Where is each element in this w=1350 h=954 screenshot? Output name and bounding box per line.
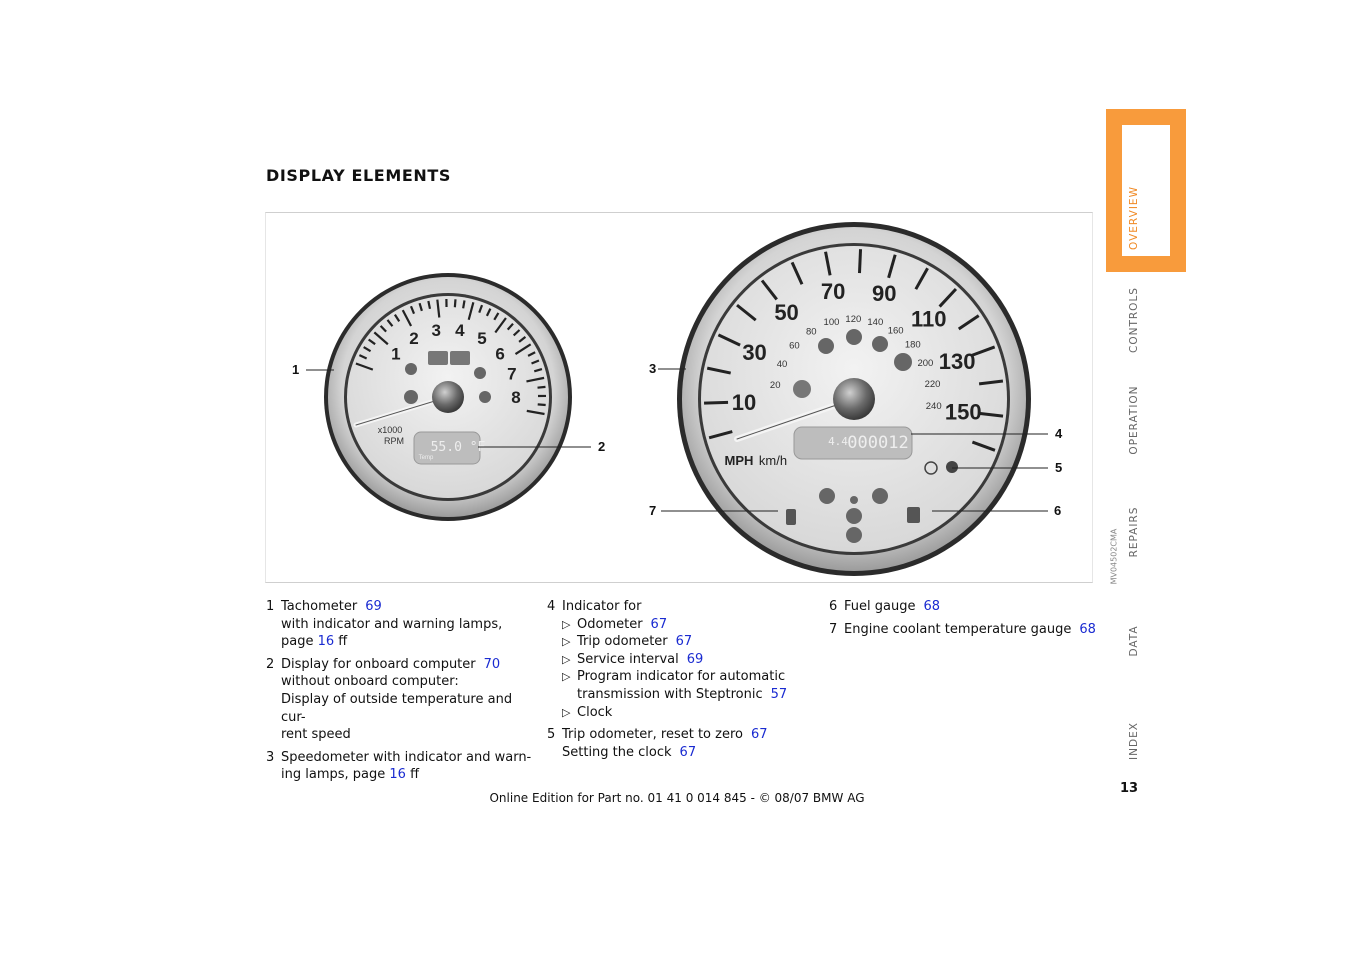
kmh-number: 160 — [887, 325, 904, 337]
sub-item-service-interval — [562, 651, 817, 669]
page-link[interactable]: 69 — [686, 651, 704, 667]
legend-text: Setting the clock — [562, 744, 672, 760]
tach-tick — [538, 387, 546, 388]
legend-item-3 — [266, 749, 536, 784]
kmh-number: 20 — [769, 380, 781, 392]
legend-text: ff — [410, 767, 420, 783]
odometer-readout: 000012 — [847, 433, 909, 453]
mph-number: 30 — [742, 339, 767, 365]
mph-number: 90 — [871, 281, 897, 307]
instrument-figure — [265, 212, 1093, 583]
page-link[interactable]: 68 — [1079, 621, 1096, 637]
tach-number: 5 — [477, 329, 487, 349]
legend-text: Trip odometer, reset to zero — [562, 727, 743, 743]
legend-number: 2 — [266, 656, 275, 672]
mph-number: 70 — [820, 278, 846, 304]
kmh-number: 80 — [805, 326, 817, 338]
tab-overview-highlight[interactable] — [1106, 109, 1186, 272]
tab-overview[interactable]: OVERVIEW — [1128, 186, 1140, 250]
kmh-unit: km/h — [758, 453, 788, 468]
temperature-readout: 55.0 °F — [430, 440, 486, 455]
legend-number: 5 — [547, 727, 556, 743]
page-link[interactable]: 67 — [750, 727, 768, 743]
tab-controls[interactable]: CONTROLS — [1128, 287, 1140, 353]
kmh-number: 220 — [924, 378, 941, 390]
page-link[interactable]: 70 — [483, 656, 501, 672]
speedometer — [677, 222, 1031, 576]
legend-text: Display for onboard computer — [281, 656, 476, 672]
triangle-bullet-icon: ▷ — [562, 652, 571, 666]
legend-text: page — [281, 634, 314, 650]
kmh-number: 40 — [776, 359, 788, 371]
odometer-small: 4.4 — [828, 435, 848, 448]
page-link[interactable]: 16 — [389, 767, 406, 783]
mph-number: 10 — [731, 389, 757, 415]
tab-repairs[interactable]: REPAIRS — [1128, 506, 1140, 558]
image-code: MV04502CMA — [1109, 528, 1119, 585]
tach-tick — [455, 299, 456, 307]
triangle-bullet-icon: ▷ — [562, 635, 571, 649]
kmh-number: 120 — [845, 314, 862, 326]
kmh-number: 180 — [904, 339, 921, 351]
legend-text: with indicator and warning lamps, — [281, 616, 503, 632]
legend-item-6 — [829, 598, 1099, 616]
page-link[interactable]: 57 — [770, 686, 788, 702]
kmh-number: 200 — [917, 357, 934, 369]
legend-number: 3 — [266, 749, 275, 765]
section-title: DISPLAY ELEMENTS — [266, 166, 452, 185]
footer-text: Online Edition for Part no. 01 41 0 014 845 - © 08/07 BMW AG — [489, 791, 865, 805]
legend-number: 6 — [829, 599, 838, 614]
tachometer — [324, 273, 572, 521]
legend-text: Odometer — [577, 616, 643, 632]
tach-number: 3 — [431, 321, 441, 341]
callout-7: 7 — [649, 503, 657, 518]
kmh-number: 100 — [823, 317, 840, 329]
triangle-bullet-icon: ▷ — [562, 617, 571, 631]
tab-index[interactable]: INDEX — [1128, 722, 1140, 760]
legend-column-2 — [547, 598, 817, 766]
callout-6: 6 — [1054, 503, 1062, 518]
rpm-unit-label: RPM — [384, 436, 404, 446]
page-link[interactable]: 69 — [365, 599, 382, 614]
callout-1: 1 — [292, 362, 300, 377]
legend-text: Tachometer — [281, 599, 358, 614]
speed-tick — [859, 249, 860, 273]
legend-text: transmission with Steptronic — [577, 686, 763, 702]
mph-number: 50 — [774, 300, 799, 326]
callout-4: 4 — [1055, 426, 1063, 441]
tach-number: 8 — [511, 388, 521, 407]
legend-text: Display of outside temperature and cur- — [281, 691, 513, 725]
legend-text: Speedometer with indicator and warn- — [281, 749, 532, 765]
legend-text: ff — [338, 634, 348, 650]
legend-text: rent speed — [281, 727, 351, 743]
mph-number: 130 — [938, 348, 976, 374]
page-link[interactable]: 67 — [679, 744, 697, 760]
legend-text: Indicator for — [562, 599, 642, 614]
legend-column-1 — [266, 598, 536, 789]
legend-number: 7 — [829, 621, 838, 637]
page-link[interactable]: 68 — [923, 599, 941, 614]
callout-5: 5 — [1055, 460, 1063, 475]
gauges-illustration — [266, 213, 1092, 582]
callout-2: 2 — [598, 439, 606, 454]
tach-number: 2 — [409, 329, 419, 349]
page-link[interactable]: 16 — [317, 634, 335, 650]
sub-item-program-indicator — [562, 668, 817, 703]
legend-text: without onboard computer: — [281, 674, 459, 690]
mph-number: 150 — [944, 399, 982, 425]
kmh-number: 140 — [867, 316, 884, 328]
rpm-unit-multiplier: x1000 — [377, 425, 403, 435]
legend-item-1 — [266, 598, 536, 651]
tach-number: 1 — [391, 344, 401, 364]
legend-text: Trip odometer — [577, 634, 668, 650]
tach-tick — [538, 404, 546, 405]
triangle-bullet-icon: ▷ — [562, 670, 571, 684]
triangle-bullet-icon: ▷ — [562, 705, 571, 719]
mph-unit: MPH — [724, 453, 754, 468]
page-link[interactable]: 67 — [650, 616, 668, 632]
legend-text: ing lamps, page — [281, 767, 386, 783]
tach-number: 7 — [507, 364, 517, 384]
sub-item-odometer — [562, 616, 817, 634]
legend-column-3 — [829, 598, 1099, 643]
legend-text: Fuel gauge — [844, 599, 916, 614]
kmh-number: 60 — [789, 340, 800, 352]
tach-tick — [428, 301, 430, 309]
sub-item-clock — [562, 704, 817, 722]
tach-tick — [463, 300, 464, 308]
page-number: 13 — [1120, 781, 1139, 796]
callout-3: 3 — [649, 361, 657, 376]
tach-number: 6 — [495, 344, 505, 364]
mph-number: 110 — [911, 306, 947, 332]
tab-data[interactable]: DATA — [1128, 625, 1140, 657]
legend-text: Program indicator for automatic — [577, 669, 786, 685]
legend-number: 4 — [547, 599, 556, 614]
sub-item-trip-odometer — [562, 633, 817, 651]
temperature-readout-label: Temp — [418, 455, 434, 461]
legend-text: Clock — [577, 704, 613, 720]
legend-text: Engine coolant temperature gauge — [844, 621, 1072, 637]
legend-number: 1 — [266, 599, 275, 614]
legend-item-2 — [266, 656, 536, 744]
legend-text: Service interval — [577, 651, 679, 667]
tab-operation[interactable]: OPERATION — [1128, 385, 1140, 455]
legend-item-7 — [829, 621, 1099, 639]
tach-number: 4 — [455, 321, 465, 341]
legend-item-4 — [547, 598, 817, 721]
page-link[interactable]: 67 — [675, 634, 693, 650]
legend-item-5 — [547, 726, 817, 761]
speed-tick — [704, 402, 728, 403]
kmh-number: 240 — [925, 400, 942, 412]
